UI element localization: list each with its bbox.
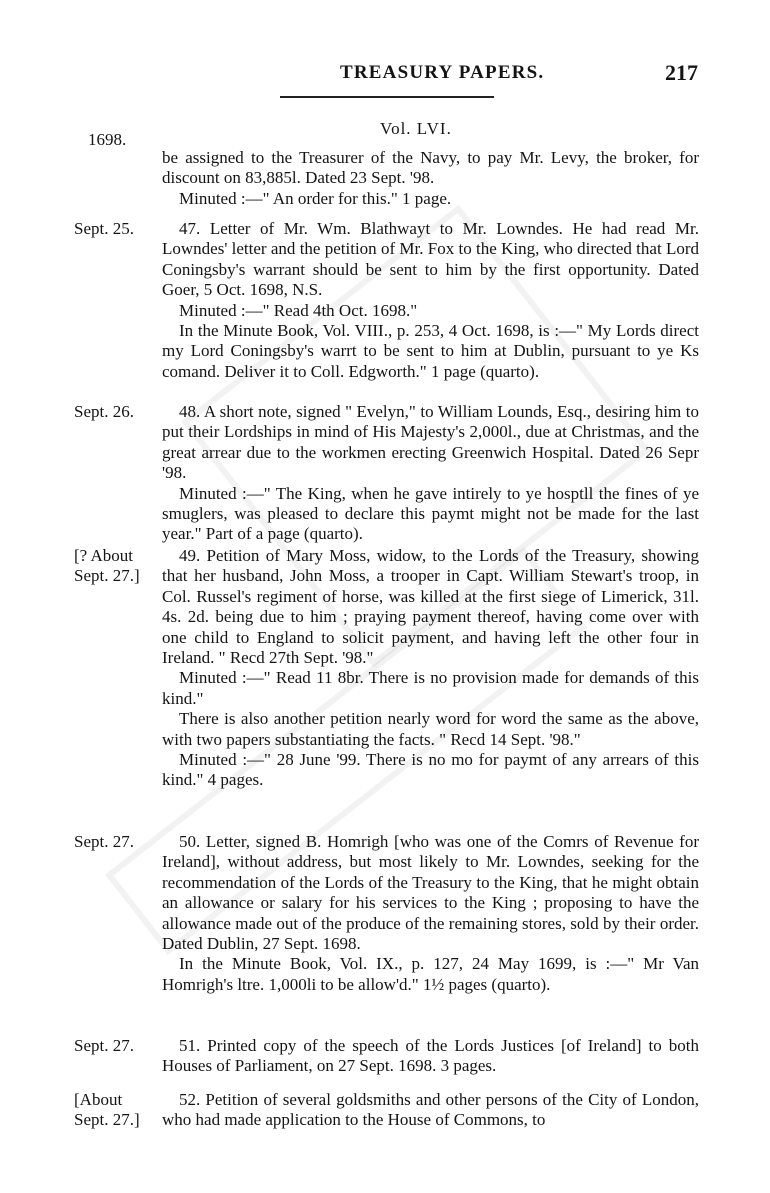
entry-47 xyxy=(162,219,699,382)
entry-date xyxy=(74,546,152,587)
entry-date-line: Sept. 27.] xyxy=(74,1110,140,1130)
entry-paragraph: 51. Printed copy of the speech of the Lords Justices [of Ireland] to both Houses of Parliament, on 27 Sept. 1698. 3 pages. xyxy=(162,1036,699,1076)
entry-49 xyxy=(162,546,699,791)
entry-paragraph: 50. Letter, signed B. Homrigh [who was one of the Comrs of Revenue for Ireland], without address, but most likely to Mr. Lowndes, seeking for the recommendation of the Lords of the Treasury to the King, that he might obtain an allowance or salary for his services to the King ; proposing to have the allowance made out of the produce of the remaining stores, sold by their order. Dated Dublin, 27 Sept. 1698. xyxy=(162,832,699,954)
entry-date: Sept. 27. xyxy=(74,1036,134,1055)
entry-52 xyxy=(162,1090,699,1131)
entry-date-line: [About xyxy=(74,1090,123,1109)
entry-continuation xyxy=(162,148,699,209)
entry-48 xyxy=(162,402,699,545)
year-marker: 1698. xyxy=(88,130,127,149)
entry-paragraph: 47. Letter of Mr. Wm. Blathwayt to Mr. Lowndes. He had read Mr. Lowndes' letter and the petition of Mr. Fox to the King, who directed that Lord Coningsby's warrant should be sent to him by the first opportunity. Dated Goer, 5 Oct. 1698, N.S. xyxy=(162,219,699,300)
page-header xyxy=(78,62,700,92)
entry-date: Sept. 27. xyxy=(74,832,134,851)
header-rule xyxy=(280,96,494,98)
entry-date xyxy=(74,1090,152,1131)
entry-date-line: Sept. 27.] xyxy=(74,566,140,586)
entry-paragraph: In the Minute Book, Vol. IX., p. 127, 24 May 1699, is :—" Mr Van Homrigh's ltre. 1,000li to be allow'd." 1½ pages (quarto). xyxy=(162,954,699,994)
entry-51 xyxy=(162,1036,699,1077)
entry-date: Sept. 26. xyxy=(74,402,134,421)
entry-minute: Minuted :—" Read 11 8br. There is no provision made for demands of this kind." xyxy=(162,668,699,708)
entry-minute: Minuted :—" 28 June '99. There is no mo for paymt of any arrears of this kind." 4 pages. xyxy=(162,750,699,790)
entry-50 xyxy=(162,832,699,995)
entry-minute: Minuted :—" Read 4th Oct. 1698." xyxy=(179,300,418,320)
entry-paragraph: There is also another petition nearly word for word the same as the above, with two papers substantiating the facts. " Recd 14 Sept. '98." xyxy=(162,709,699,749)
entry-paragraph: 49. Petition of Mary Moss, widow, to the Lords of the Treasury, showing that her husband, John Moss, a trooper in Capt. William Stewart's troop, in Col. Russel's regiment of horse, was killed at the first siege of Limerick, 31l. 4s. 2d. being due to him ; praying payment thereof, having come over with one child to England to solicit payment, and having left the other four in Ireland. " Recd 27th Sept. '98." xyxy=(162,546,699,668)
volume-heading: Vol. LVI. xyxy=(380,119,452,138)
entry-minute: Minuted :—" An order for this." 1 page. xyxy=(179,188,452,208)
entry-minute: Minuted :—" The King, when he gave intirely to ye hosptll the fines of ye smuglers, was pleased to declare this paymt might not be made for the last year." Part of a page (quarto). xyxy=(162,483,699,544)
entry-paragraph: In the Minute Book, Vol. VIII., p. 253, 4 Oct. 1698, is :—" My Lords direct my Lord Coningsby's warrt to be sent to him at Dublin, pursuant to ye Ks comand. Deliver it to Coll. Edgworth." 1 page (quarto). xyxy=(162,321,699,381)
entry-paragraph: be assigned to the Treasurer of the Navy, to pay Mr. Levy, the broker, for discount on 83,885l. Dated 23 Sept. '98. xyxy=(162,148,699,188)
entry-date-line: [? About xyxy=(74,546,134,565)
entry-date: Sept. 25. xyxy=(74,219,134,238)
entry-paragraph: 52. Petition of several goldsmiths and other persons of the City of London, who had made application to the House of Commons, to xyxy=(162,1090,699,1130)
page-number: 217 xyxy=(665,60,698,85)
running-head: TREASURY PAPERS. xyxy=(340,62,545,83)
entry-paragraph: 48. A short note, signed " Evelyn," to William Lounds, Esq., desiring him to put their Lordships in mind of His Majesty's 2,000l., due at Christmas, and the great arrear due to the workmen erecting Greenwich Hospital. Dated 26 Sepr '98. xyxy=(162,402,699,483)
